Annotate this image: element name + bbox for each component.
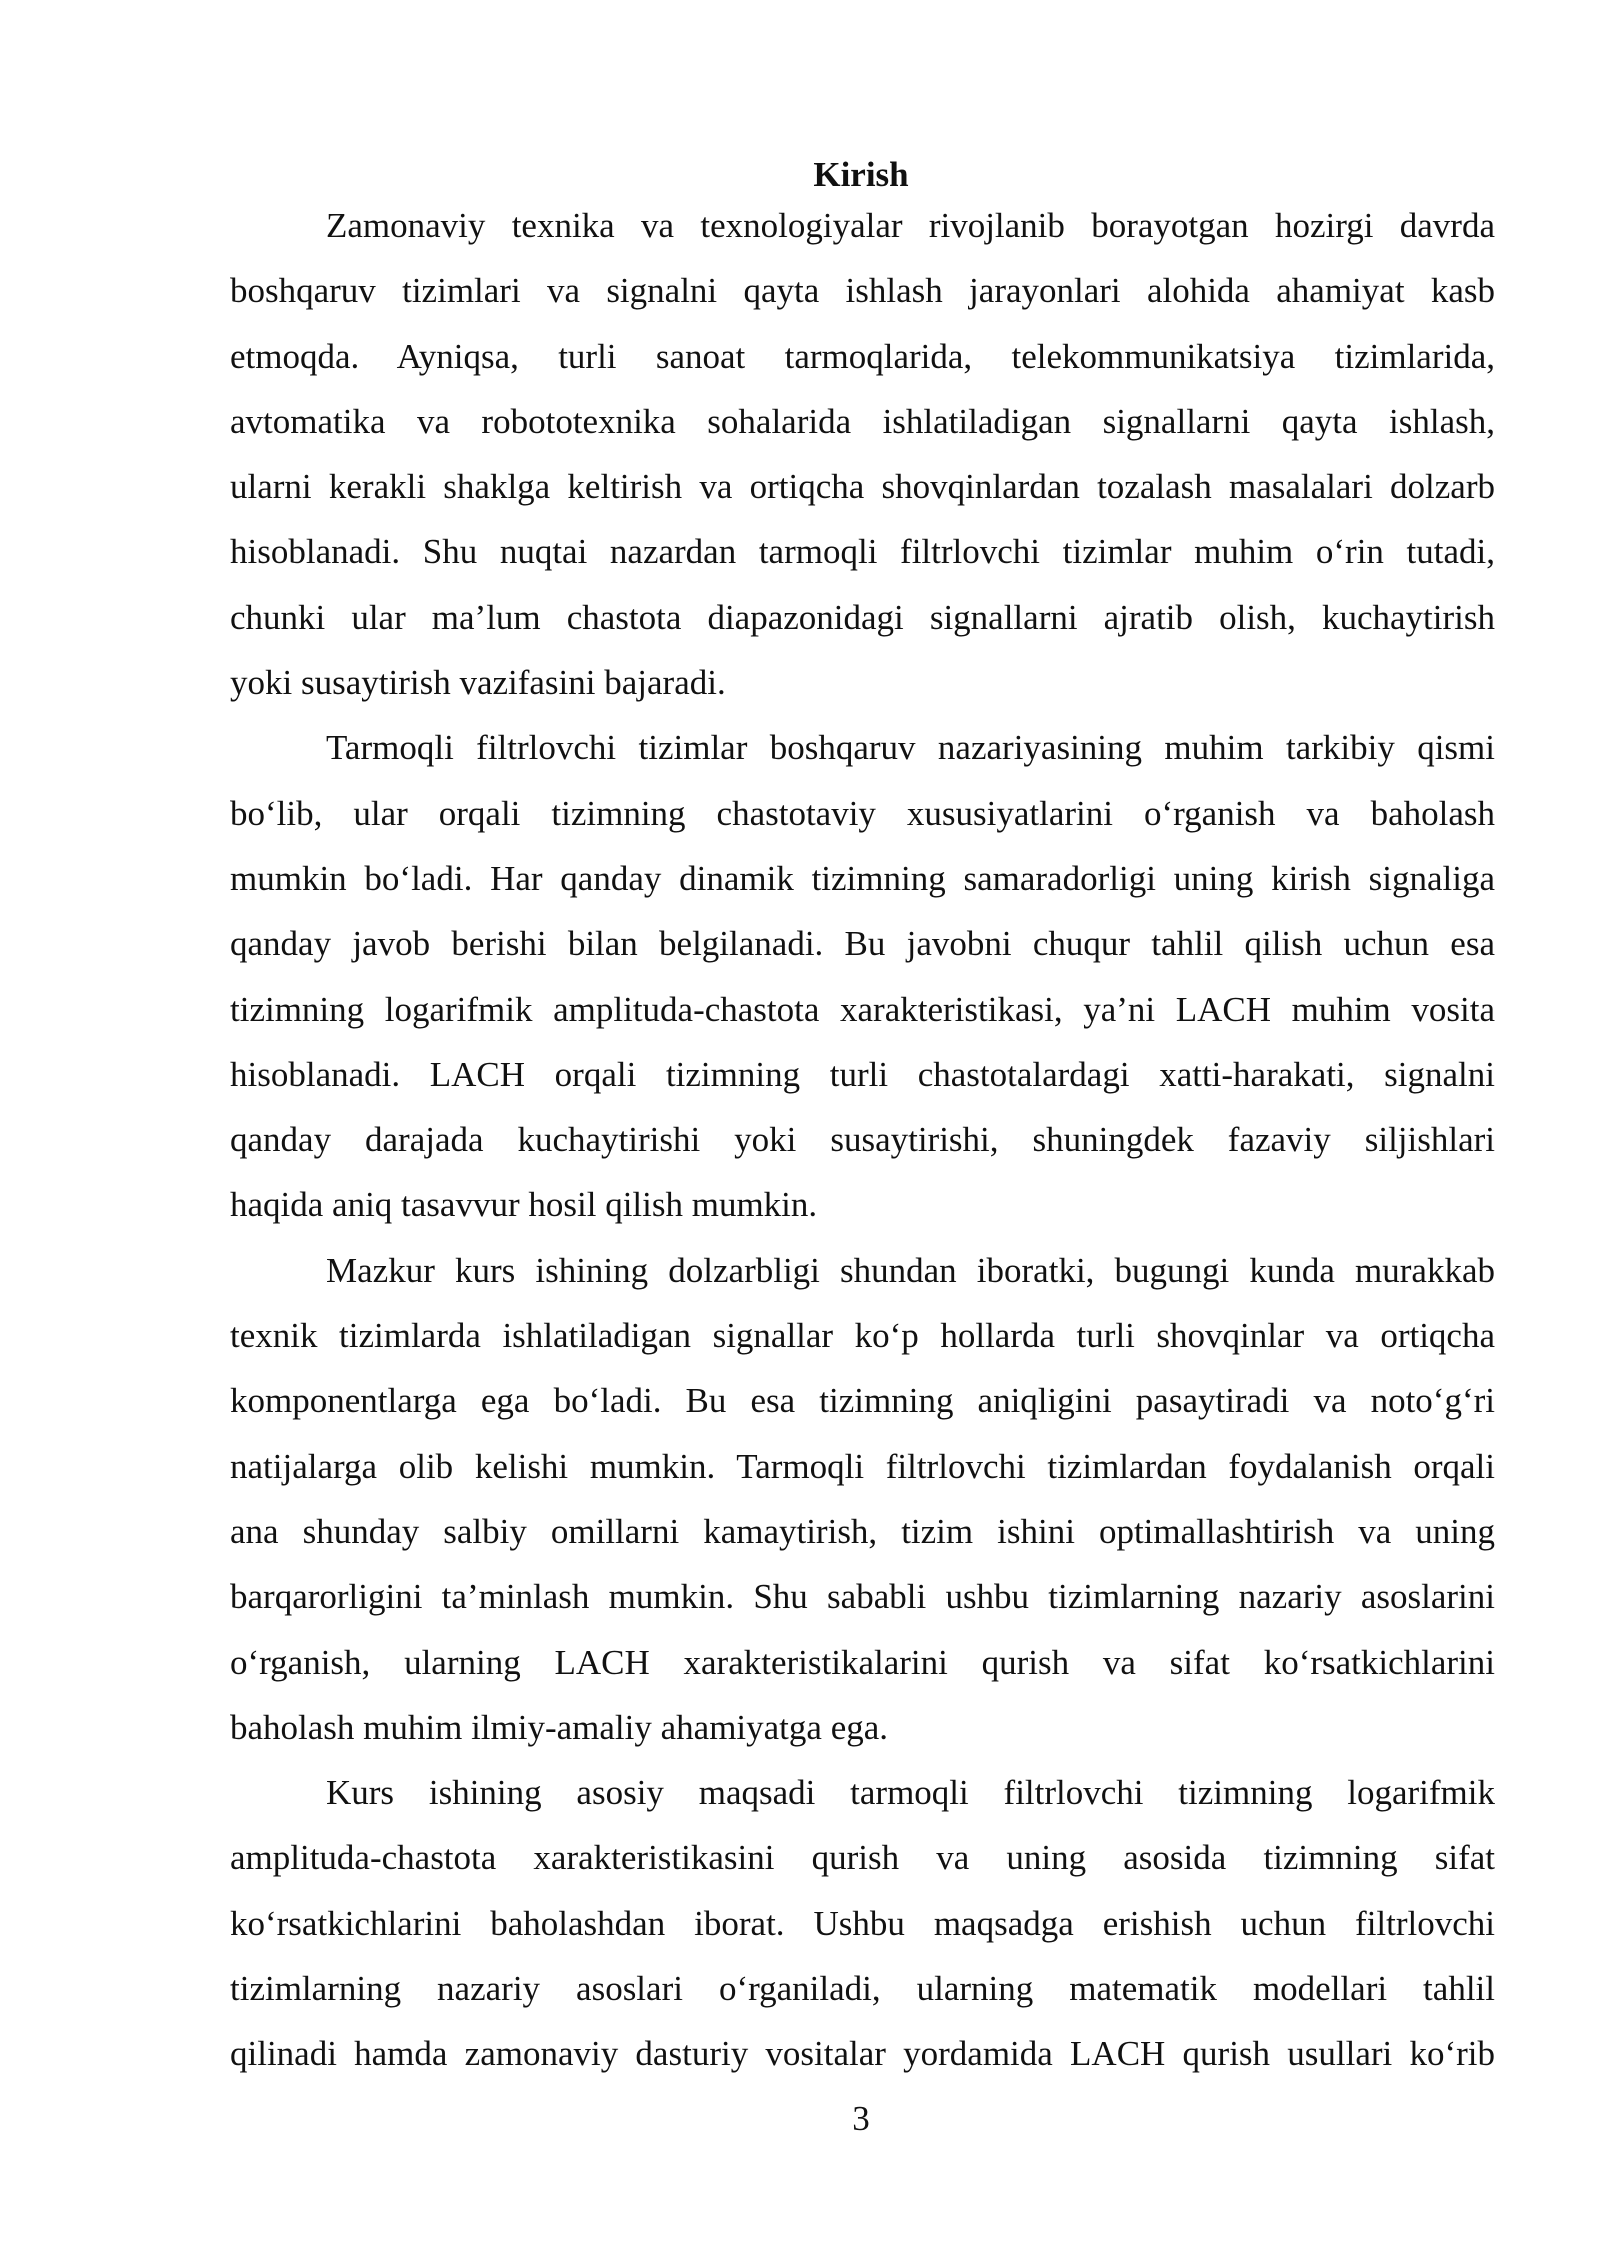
text-line: hisoblanadi. LACH orqali tizimning turli chastotalardagi xatti-harakati, signalni bbox=[230, 1054, 1495, 1094]
text-line: qilinadi hamda zamonaviy dasturiy vositalar yordamida LACH qurish usullari ko‘rib bbox=[230, 2034, 1495, 2074]
text-line: tizimning logarifmik amplituda-chastota xarakteristikasi, ya’ni LACH muhim vosita bbox=[230, 989, 1495, 1029]
text-line: baholash muhim ilmiy-amaliy ahamiyatga ega. bbox=[230, 1707, 889, 1747]
text-line: haqida aniq tasavvur hosil qilish mumkin. bbox=[230, 1185, 818, 1225]
text-line: etmoqda. Ayniqsa, turli sanoat tarmoqlarida, telekommunikatsiya tizimlarida, bbox=[230, 336, 1495, 376]
paragraph bbox=[230, 1769, 1495, 2095]
text-line: ularni kerakli shaklga keltirish va ortiqcha shovqinlardan tozalash masalalari dolzarb bbox=[230, 467, 1495, 507]
text-line: komponentlarga ega bo‘ladi. Bu esa tizimning aniqligini pasaytiradi va noto‘g‘ri bbox=[230, 1381, 1495, 1421]
paragraph bbox=[230, 202, 1495, 724]
text-line: amplituda-chastota xarakteristikasini qurish va uning asosida tizimning sifat bbox=[230, 1838, 1495, 1878]
paragraph bbox=[230, 1247, 1495, 1769]
page-number: 3 bbox=[852, 2099, 870, 2138]
text-line: texnik tizimlarda ishlatiladigan signallar ko‘p hollarda turli shovqinlar va ortiqcha bbox=[230, 1316, 1495, 1356]
text-line: natijalarga olib kelishi mumkin. Tarmoqli filtrlovchi tizimlardan foydalanish orqali bbox=[230, 1446, 1495, 1486]
text-line: ana shunday salbiy omillarni kamaytirish, tizim ishini optimallashtirish va uning bbox=[230, 1511, 1495, 1551]
text-line: bo‘lib, ular orqali tizimning chastotaviy xususiyatlarini o‘rganish va baholash bbox=[230, 793, 1495, 833]
text-line: Mazkur kurs ishining dolzarbligi shundan iboratki, bugungi kunda murakkab bbox=[326, 1250, 1495, 1290]
text-line: o‘rganish, ularning LACH xarakteristikalarini qurish va sifat ko‘rsatkichlarini bbox=[230, 1642, 1495, 1682]
text-line: yoki susaytirish vazifasini bajaradi. bbox=[230, 663, 726, 703]
text-line: avtomatika va robototexnika sohalarida ishlatiladigan signallarni qayta ishlash, bbox=[230, 401, 1495, 441]
paragraph bbox=[230, 724, 1495, 1246]
text-line: Kurs ishining asosiy maqsadi tarmoqli filtrlovchi tizimning logarifmik bbox=[326, 1773, 1495, 1813]
text-line: Zamonaviy texnika va texnologiyalar rivojlanib borayotgan hozirgi davrda bbox=[326, 206, 1495, 245]
page-title: Kirish bbox=[813, 155, 909, 194]
text-line: qanday javob berishi bilan belgilanadi. Bu javobni chuqur tahlil qilish uchun esa bbox=[230, 924, 1495, 964]
text-line: ko‘rsatkichlarini baholashdan iborat. Ushbu maqsadga erishish uchun filtrlovchi bbox=[230, 1903, 1495, 1943]
text-line: mumkin bo‘ladi. Har qanday dinamik tizimning samaradorligi uning kirish signaliga bbox=[230, 858, 1495, 898]
text-line: boshqaruv tizimlari va signalni qayta ishlash jarayonlari alohida ahamiyat kasb bbox=[230, 271, 1495, 311]
text-line: tizimlarning nazariy asoslari o‘rganiladi, ularning matematik modellari tahlil bbox=[230, 1969, 1495, 2009]
text-line: qanday darajada kuchaytirishi yoki susaytirishi, shuningdek fazaviy siljishlari bbox=[230, 1120, 1495, 1160]
text-line: chunki ular ma’lum chastota diapazonidagi signallarni ajratib olish, kuchaytirish bbox=[230, 597, 1495, 637]
text-line: barqarorligini ta’minlash mumkin. Shu sababli ushbu tizimlarning nazariy asoslarini bbox=[230, 1577, 1495, 1617]
text-line: hisoblanadi. Shu nuqtai nazardan tarmoqli filtrlovchi tizimlar muhim o‘rin tutadi, bbox=[230, 532, 1495, 572]
body-text bbox=[230, 202, 1495, 2096]
text-line: Tarmoqli filtrlovchi tizimlar boshqaruv nazariyasining muhim tarkibiy qismi bbox=[326, 728, 1495, 768]
